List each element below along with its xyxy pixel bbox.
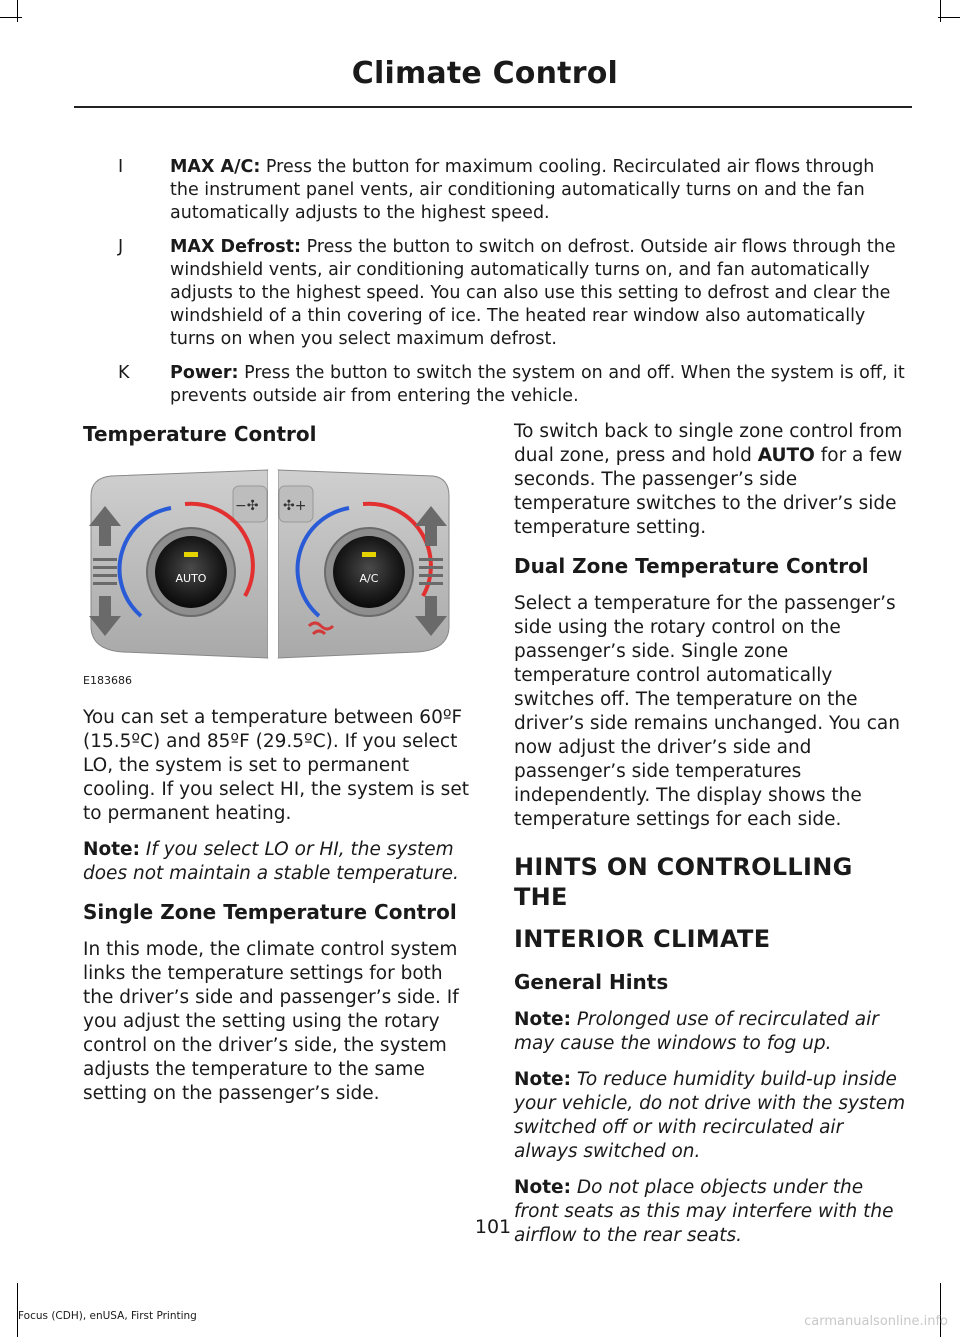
note-label: Note: [514,1069,571,1090]
left-column [83,420,473,1118]
temperature-control-heading: Temperature Control [83,422,317,446]
definition-term: MAX Defrost: [170,237,301,257]
dual-zone-text: Select a temperature for the passenger’s side using the rotary control on the passenger’s side. Single zone temperature control automatically switches off. The temperature on the driver’s side remains unchanged. You can now adjust the driver’s side and passenger’s side temperatures independently. The display shows the temperature settings for each side. [514,593,900,830]
definition-list [74,156,906,419]
note-label: Note: [83,839,140,860]
fan-increase-icon [283,498,306,514]
definition-row [74,236,906,351]
note-label: Note: [514,1009,571,1030]
definition-row [74,156,906,225]
note [514,1068,910,1164]
right-knob-indicator [362,552,376,557]
right-column [514,420,910,1260]
crop-mark [17,0,18,22]
climate-control-panel-figure [83,466,453,666]
svg-text:−✣: −✣ [235,498,259,514]
definition-key: I [118,157,124,177]
note-label: Note: [514,1177,571,1198]
footer-text: Focus (CDH), enUSA, First Printing [18,1310,197,1322]
note-text: Do not place objects under the front seats as this may interfere with the airflow to the rear seats. [514,1177,894,1246]
definition-key: J [118,237,124,257]
note-text: Prolonged use of recirculated air may cause the windows to fog up. [514,1009,879,1054]
definition-text [170,362,906,408]
single-zone-text: In this mode, the climate control system links the temperature settings for both the driver’s side and passenger’s side. If you adjust the setting using the rotary control on the driver’s side, the system adjusts the temperature to the same setting on the passenger’s side. [83,939,459,1104]
switch-back-pre: To switch back to single zone control from dual zone, press and hold [514,421,903,466]
left-knob-label: AUTO [175,572,207,585]
note [514,1008,910,1056]
temperature-range-text: You can set a temperature between 60ºF (15.5ºC) and 85ºF (29.5ºC). If you select LO, the system is set to permanent cooling. If you select HI, the system is set to permanent heating. [83,707,469,824]
note-text: To reduce humidity build-up inside your vehicle, do not drive with the system switched off or with recirculated air always switched on. [514,1069,906,1162]
definition-text [170,156,906,225]
crop-mark [0,17,22,18]
dual-zone-heading: Dual Zone Temperature Control [514,554,869,578]
page-number: 101 [474,1216,512,1238]
figure-code: E183686 [83,674,132,687]
left-knob-indicator [184,552,198,557]
svg-text:✣+: ✣+ [283,498,307,514]
right-knob-label: A/C [359,572,379,585]
note-text: If you select LO or HI, the system does not maintain a stable temperature. [83,839,459,884]
center-divider [268,470,278,658]
general-hints-heading: General Hints [514,970,669,994]
definition-body: Press the button to switch on defrost. Outside air flows through the windshield vents, air conditioning automatically turns on, and fan automatically adjusts to the highest speed. You can also use this setting to defrost and clear the windshield of a thin covering of ice. The heated rear window also automatically turns on when you select maximum defrost. [170,237,896,349]
watermark: carmanualsonline.info [804,1314,948,1329]
header-divider [74,106,912,108]
definition-term: MAX A/C: [170,157,261,177]
definition-text [170,236,906,351]
hints-heading [514,852,910,954]
crop-mark [940,0,941,22]
switch-back-post: for a few seconds. The passenger’s side temperature switches to the driver’s side temperature setting. [514,445,903,538]
definition-body: Press the button to switch the system on and off. When the system is off, it prevents outside air from entering the vehicle. [170,363,905,406]
climate-panel-illustration [83,466,453,666]
definition-key: K [118,363,130,383]
hints-heading-line2: INTERIOR CLIMATE [514,925,771,953]
definition-term: Power: [170,363,239,383]
page-title: Climate Control [351,56,618,91]
definition-row [74,362,906,408]
note [83,838,473,886]
auto-key: AUTO [757,445,815,466]
crop-mark [938,17,960,18]
fan-decrease-icon [235,498,259,514]
switch-back-text [514,420,910,540]
definition-body: Press the button for maximum cooling. Recirculated air flows through the instrument panel vents, air conditioning automatically turns on and the fan automatically adjusts to the highest speed. [170,157,875,223]
single-zone-heading: Single Zone Temperature Control [83,900,457,924]
hints-heading-line1: HINTS ON CONTROLLING THE [514,853,853,911]
